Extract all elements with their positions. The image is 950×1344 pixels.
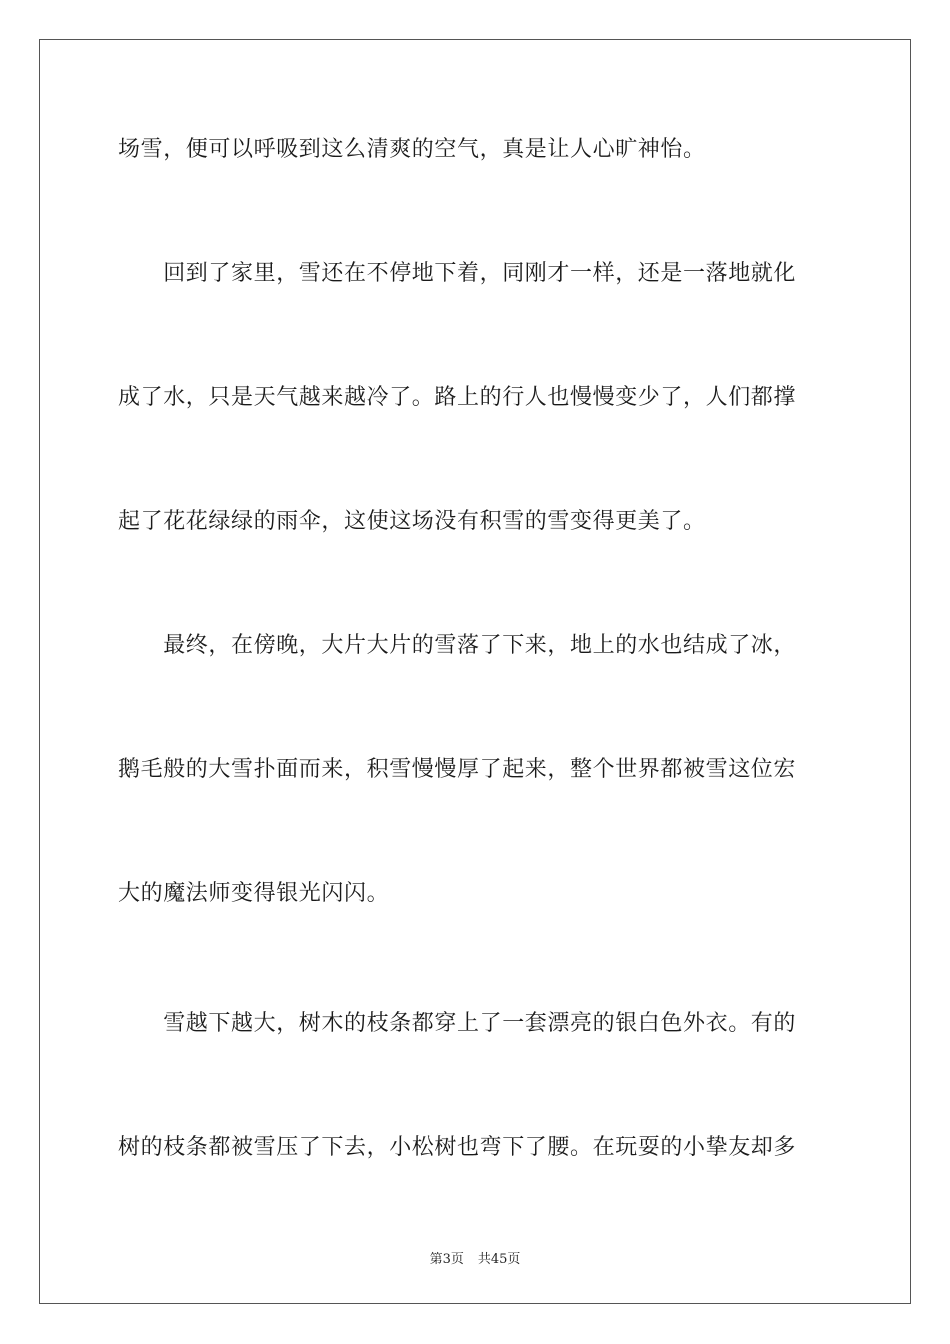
page-total: 共45页: [477, 1252, 521, 1267]
page-number: 第3页: [429, 1252, 464, 1267]
text-line: 树的枝条都被雪压了下去，小松树也弯下了腰。在玩耍的小挚友却多: [118, 1135, 797, 1160]
page-border: [39, 39, 911, 1304]
text-line: 起了花花绿绿的雨伞，这使这场没有积雪的雪变得更美了。: [118, 509, 706, 534]
text-line: 成了水，只是天气越来越冷了。路上的行人也慢慢变少了，人们都撑: [118, 385, 797, 410]
page-footer: [0, 1248, 950, 1267]
text-line: 雪越下越大，树木的枝条都穿上了一套漂亮的银白色外衣。有的: [118, 1011, 797, 1036]
text-line: 回到了家里，雪还在不停地下着，同刚才一样，还是一落地就化: [118, 261, 797, 286]
text-line: 鹅毛般的大雪扑面而来，积雪慢慢厚了起来，整个世界都被雪这位宏: [118, 757, 797, 782]
text-line: 大的魔法师变得银光闪闪。: [118, 881, 390, 906]
text-line: 场雪，便可以呼吸到这么清爽的空气，真是让人心旷神怡。: [118, 137, 706, 162]
text-line: 最终，在傍晚，大片大片的雪落了下来，地上的水也结成了冰，: [118, 633, 797, 658]
